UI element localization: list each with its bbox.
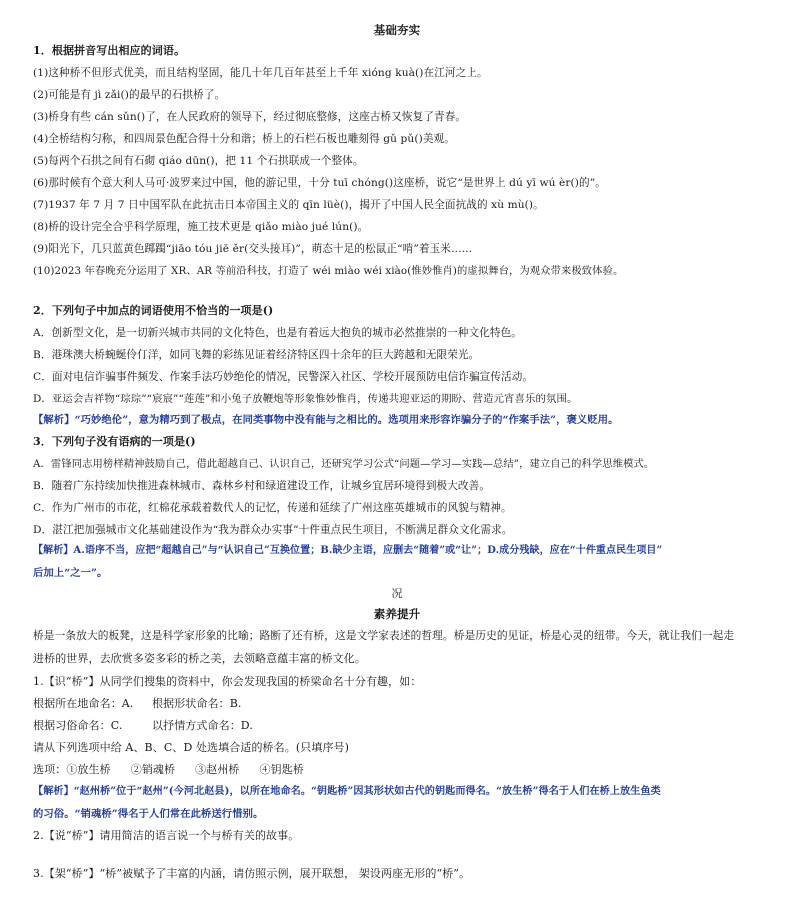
q2-analysis: 【解析】“巧妙绝伦”，意为精巧到了极点，在同类事物中没有能与之相比的。选项用来形容诈骗分子的“作案手法”，褒义贬用。 — [33, 414, 619, 426]
q1-item-6: (6)那时候有个意大利人马可·波罗来过中国，他的游记里，十分 tuī chóng()这座桥，说它“是世界上 dú yī wú èr()的”。 — [33, 177, 606, 189]
naming-by-custom: 根据习俗命名：C. — [33, 719, 123, 732]
naming-by-emotion: 以抒情方式命名：D. — [152, 719, 253, 732]
section-title-basics: 基础夯实 — [373, 23, 421, 37]
intro-line-1: 桥是一条放大的板凳，这是科学家形象的比喻；路断了还有桥，这是文学家表述的哲理。桥是历史的见证，桥是心灵的纽带。今天，就让我们一起走 — [33, 629, 735, 642]
section-mark: 况 — [391, 587, 403, 600]
q1-item-2: (2)可能是有 jì zǎi()的最早的石拱桥了。 — [33, 89, 226, 101]
naming-by-shape: 根据形状命名：B. — [152, 697, 242, 710]
question-2-stem: 2．下列句子中加点的词语使用不恰当的一项是() — [33, 304, 274, 317]
s2-q2-stem: 2.【说“桥”】请用简洁的语言说一个与桥有关的故事。 — [33, 829, 300, 842]
choice-3: ③赵州桥 — [195, 763, 240, 776]
q1-item-5: (5)每两个石拱之间有石砌 qiáo dūn()，把 11 个石拱联成一个整体。 — [33, 155, 364, 167]
q2-option-c: C．面对电信诈骗事件频发、作案手法巧妙绝伦的情况，民警深入社区、学校开展预防电信诈骗宣传活动。 — [33, 371, 534, 383]
q1-item-10: (10)2023 年春晚充分运用了 XR、AR 等前沿科技，打造了 wéi miào wéi xiào(惟妙惟肖)的虚拟舞台，为观众带来极致体验。 — [33, 265, 624, 277]
choices-label: 选项： — [33, 763, 67, 776]
s2-q1-stem: 1.【识“桥”】从同学们搜集的资料中，你会发现我国的桥梁命名十分有趣，如： — [33, 675, 422, 688]
q1-item-8: (8)桥的设计完全合乎科学原理，施工技术更是 qiǎo miào jué lún()。 — [33, 221, 369, 233]
s2-q1-instruction: 请从下列选项中给 A、B、C、D 处选填合适的桥名。(只填序号) — [33, 741, 350, 754]
choice-4: ④钥匙桥 — [259, 763, 304, 776]
q3-option-c: C．作为广州市的市花，红棉花承载着数代人的记忆，传递和延续了广州这座英雄城市的风貌与精神。 — [33, 502, 512, 514]
q3-analysis-line-1: 【解析】A.语序不当，应把“超越自己”与“认识自己”互换位置；B.缺少主语，应删去“随着”或“让”；D.成分残缺，应在“十件重点民生项目” — [33, 545, 663, 556]
q3-analysis-line-2: 后加上“之一”。 — [33, 567, 108, 579]
question-1-stem: 1．根据拼音写出相应的词语。 — [33, 44, 186, 57]
choices-row — [33, 763, 304, 777]
q1-item-1: (1)这种桥不但形式优美，而且结构坚固，能几十年几百年甚至上千年 xióng kuà()在江河之上。 — [33, 67, 488, 79]
intro-line-2: 进桥的世界，去欣赏多姿多彩的桥之美，去领略意蕴丰富的桥文化。 — [33, 652, 366, 665]
q1-item-4: (4)全桥结构匀称，和四周景色配合得十分和谐；桥上的石栏石板也雕刻得 gǔ pǔ()美观。 — [33, 133, 455, 145]
section-title-literacy: 素养提升 — [373, 607, 421, 621]
question-3-stem: 3．下列句子没有语病的一项是() — [33, 435, 196, 448]
choice-2: ②销魂桥 — [130, 763, 176, 776]
q1-item-7: (7)1937 年 7 月 7 日中国军队在此抗击日本帝国主义的 qīn lüè()，揭开了中国人民全面抗战的 xù mù()。 — [33, 199, 544, 211]
q1-item-9: (9)阳光下，几只蓝黄色踯躅“jiāo tóu jiē ěr(交头接耳)”，萌态十足的松鼠正“啃”着玉米…… — [33, 243, 473, 255]
q2-option-a: A．创新型文化，是一切新兴城市共同的文化特色，也是有着远大抱负的城市必然推崇的一种文化特色。 — [33, 327, 522, 339]
q2-option-b: B．港珠澳大桥蜿蜒伶仃洋，如同飞舞的彩练见证着经济特区四十余年的巨大跨越和无限荣光。 — [33, 349, 480, 361]
q3-option-a: A．雷锋同志用榜样精神鼓励自己，借此超越自己、认识自己，还研究学习公式“问题—学习—实践—总结”，建立自己的科学思维模式。 — [33, 458, 655, 470]
q3-option-b: B．随着广东持续加快推进森林城市、森林乡村和绿道建设工作，让城乡宜居环境得到极大改善。 — [33, 480, 491, 492]
q1-item-3: (3)桥身有些 cán sǔn()了，在人民政府的领导下，经过彻底整修，这座古桥又恢复了青春。 — [33, 111, 467, 123]
choice-1: ①放生桥 — [66, 763, 111, 776]
s2-q1-analysis-line-1: 【解析】“赵州桥”位于“赵州”(今河北赵县)，以所在地命名。“钥匙桥”因其形状如古代的钥匙而得名。“放生桥”得名于人们在桥上放生鱼类 — [33, 786, 661, 797]
s2-q3-stem: 3.【架“桥”】“桥”被赋予了丰富的内涵，请仿照示例，展开联想， 架设两座无形的“桥”。 — [33, 867, 471, 880]
q2-option-d: D．亚运会吉祥物“琮琮”“宸宸”“莲莲”和小兔子放鞭炮等形象惟妙惟肖，传递共迎亚运的期盼、营造元宵喜乐的氛围。 — [33, 393, 578, 405]
s2-q1-analysis-line-2: 的习俗。“销魂桥”得名于人们常在此桥送行惜别。 — [33, 808, 264, 820]
naming-by-location: 根据所在地命名：A. — [33, 697, 134, 710]
q3-option-d: D．湛江把加强城市文化基础建设作为“我为群众办实事”十件重点民生项目，不断满足群众文化需求。 — [33, 524, 513, 536]
